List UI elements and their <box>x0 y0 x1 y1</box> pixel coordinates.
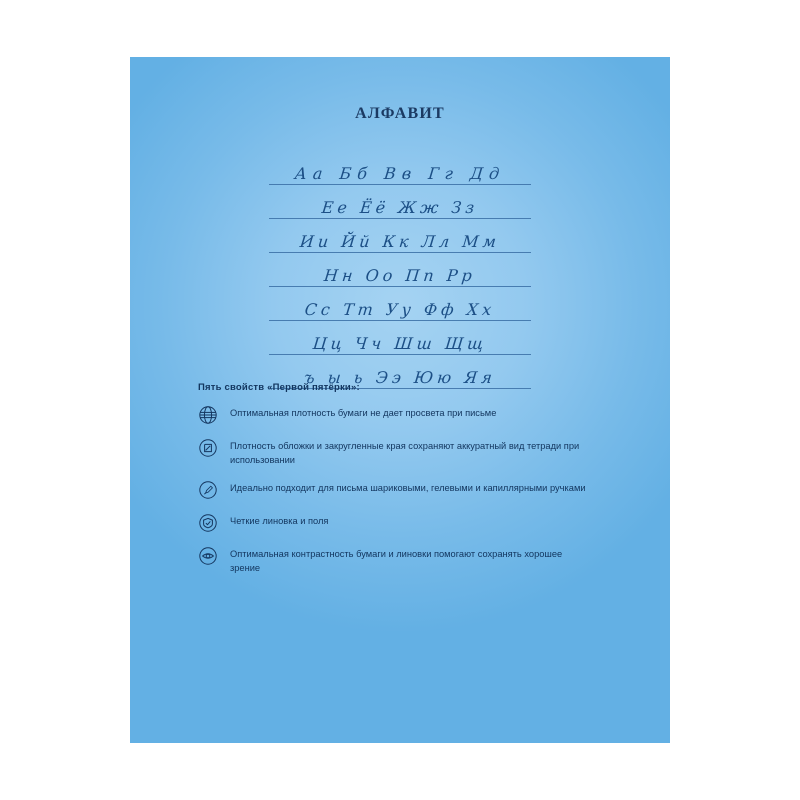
feature-item <box>198 407 630 425</box>
features-heading: Пять свойств «Первой пятёрки»: <box>198 382 360 393</box>
feature-text: Плотность обложки и закругленные края сохраняют аккуратный вид тетради при использовании <box>230 441 580 465</box>
page-title: АЛФАВИТ <box>355 105 445 122</box>
alphabet-row-text: Сс Тт Уу Фф Хх <box>303 300 497 319</box>
alphabet-rule-line <box>269 354 531 355</box>
feature-text: Оптимальная контрастность бумаги и линовки помогают сохранять хорошее зрение <box>230 549 563 573</box>
alphabet-row <box>269 155 531 189</box>
alphabet-row <box>269 257 531 291</box>
eye-vision-icon <box>198 546 218 566</box>
alphabet-rule-line <box>269 320 531 321</box>
alphabet-rule-line <box>269 184 531 185</box>
alphabet-row <box>269 325 531 359</box>
alphabet-row-text: Ее Ёё Жж Зз <box>320 198 480 217</box>
alphabet-row <box>269 291 531 325</box>
cover-corner-icon <box>198 438 218 458</box>
paper-density-icon <box>198 405 218 425</box>
ruling-check-icon <box>198 513 218 533</box>
feature-text: Идеально подходит для письма шариковыми, гелевыми и капиллярными ручками <box>230 483 586 493</box>
alphabet-row <box>269 189 531 223</box>
alphabet-rule-line <box>269 286 531 287</box>
features-block <box>198 382 630 590</box>
alphabet-row-text: Нн Оо Пп Рр <box>323 266 477 285</box>
feature-text: Оптимальная плотность бумаги не дает просвета при письме <box>230 408 497 418</box>
alphabet-row <box>269 223 531 257</box>
feature-item <box>198 440 630 467</box>
alphabet-row-text: ъ ы ь Ээ Юю Яя <box>303 368 497 387</box>
alphabet-row-text: Цц Чч Шш Щщ <box>311 334 489 353</box>
alphabet-row-text: Аа Бб Вв Гг Дд <box>293 164 507 183</box>
feature-item <box>198 548 630 575</box>
feature-text: Четкие линовка и поля <box>230 516 329 526</box>
feature-item <box>198 515 630 533</box>
notebook-cover <box>130 57 670 743</box>
pen-nib-icon <box>198 480 218 500</box>
feature-item <box>198 482 630 500</box>
alphabet-block <box>269 155 531 393</box>
alphabet-rule-line <box>269 218 531 219</box>
alphabet-rule-line <box>269 252 531 253</box>
alphabet-row-text: Ии Йй Кк Лл Мм <box>299 232 501 251</box>
